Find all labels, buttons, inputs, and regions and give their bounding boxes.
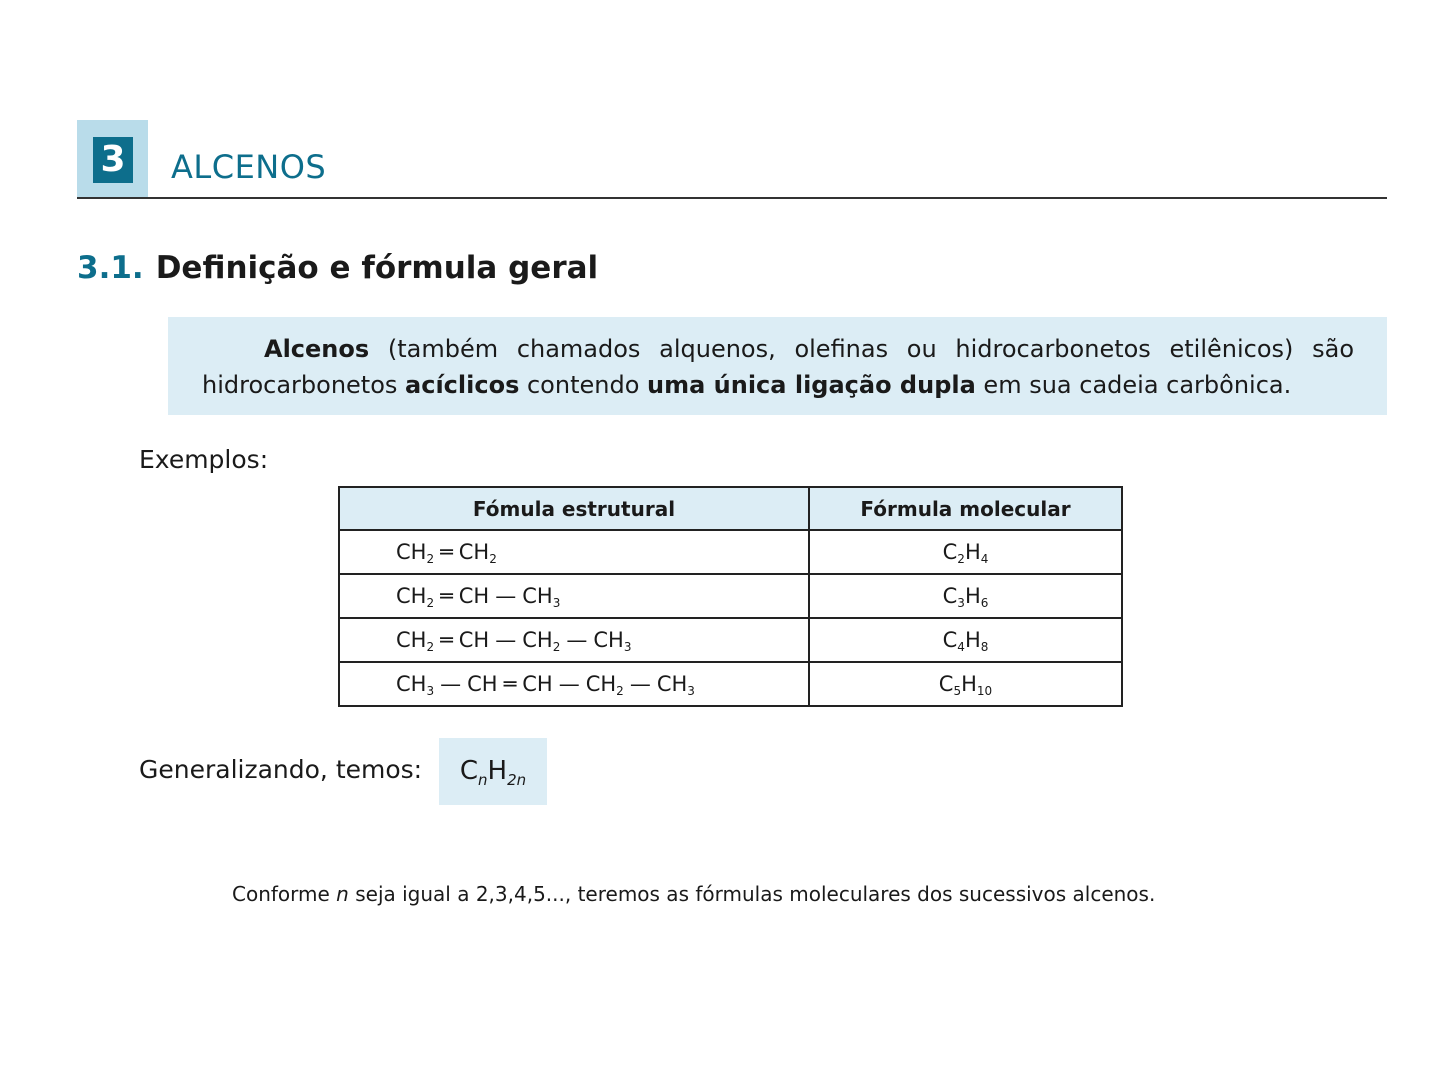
formula-subscript: 2 (957, 552, 965, 566)
general-formula-2n: 2n (507, 771, 527, 789)
formula-atom: H (964, 540, 981, 564)
formula-atom: CH (396, 584, 427, 608)
formula-subscript: 2 (489, 552, 497, 566)
definition-text-part: contendo (519, 371, 648, 399)
table-row (339, 618, 1122, 662)
formula-atom: H (964, 628, 981, 652)
table-row (339, 574, 1122, 618)
formula-bond: — (558, 672, 580, 696)
chapter-divider (77, 197, 1387, 199)
formula-atom: CH (458, 540, 490, 564)
table-row (339, 662, 1122, 706)
formula-atom: C (942, 584, 958, 608)
formula-atom: CH (656, 672, 688, 696)
formula-bond: — (440, 672, 462, 696)
formula-atom: C (938, 672, 954, 696)
formula-subscript: 3 (426, 684, 435, 698)
formula-subscript: 3 (957, 596, 965, 610)
conclusion-part: seja igual a 2,3,4,5..., teremos as fórmulas moleculares dos sucessivos alcenos. (348, 882, 1156, 906)
general-formula-h: H (487, 756, 508, 786)
molecular-formula-cell (809, 530, 1122, 574)
formula-subscript: 3 (687, 684, 695, 698)
examples-label: Exemplos: (139, 445, 269, 474)
formula-bond: — (495, 584, 517, 608)
formula-atom: CH (593, 628, 624, 652)
formula-atom: CH (467, 672, 498, 696)
chapter-title: ALCENOS (171, 148, 327, 186)
formula-bond: ═ (440, 584, 453, 608)
general-label: Generalizando, temos: (139, 755, 423, 784)
formula-table (338, 486, 1123, 707)
chapter-number: 3 (93, 137, 133, 183)
general-formula-c: C (459, 756, 478, 786)
chapter-header (77, 120, 1387, 200)
conclusion-n: n (336, 882, 349, 906)
section-number: 3.1. (77, 250, 144, 286)
formula-bond: ═ (440, 540, 453, 564)
section-heading (77, 250, 598, 286)
formula-atom: CH (396, 672, 427, 696)
table-row (339, 530, 1122, 574)
header-structural: Fómula estrutural (339, 487, 809, 530)
definition-text-part: (também chamados alquenos, olefinas ou hidrocarbonetos etilênicos) são hidrocarbonetos (202, 335, 1354, 399)
formula-atom: C (942, 628, 958, 652)
formula-subscript: 8 (980, 640, 989, 654)
definition-acyclic: acíclicos (405, 371, 520, 399)
formula-subscript: 2 (426, 552, 435, 566)
general-formula-box (439, 738, 547, 805)
formula-subscript: 2 (426, 640, 435, 654)
formula-bond: — (495, 628, 517, 652)
formula-subscript: 3 (623, 640, 632, 654)
formula-bond: ═ (440, 628, 453, 652)
definition-text (202, 331, 1354, 403)
formula-subscript: 2 (552, 640, 561, 654)
formula-atom: CH (396, 540, 427, 564)
formula-subscript: 4 (980, 552, 989, 566)
section-title: Definição e fórmula geral (155, 250, 599, 286)
definition-term: Alcenos (264, 335, 370, 363)
definition-double-bond: uma única ligação dupla (647, 371, 976, 399)
formula-subscript: 2 (616, 684, 624, 698)
molecular-formula-cell (809, 662, 1122, 706)
formula-atom: CH (396, 628, 427, 652)
formula-bond: — (566, 628, 588, 652)
definition-box (168, 317, 1387, 415)
structural-formula-cell (339, 530, 809, 574)
table-body (339, 530, 1122, 706)
structural-formula-cell (339, 662, 809, 706)
definition-text-part: em sua cadeia carbônica. (975, 371, 1292, 399)
chapter-number-badge (77, 120, 148, 198)
formula-atom: C (942, 540, 958, 564)
formula-atom: CH (522, 672, 553, 696)
formula-atom: CH (458, 628, 490, 652)
header-molecular: Fórmula molecular (809, 487, 1122, 530)
formula-bond: — (629, 672, 651, 696)
formula-atom: H (964, 584, 981, 608)
formula-atom: CH (522, 628, 553, 652)
formula-subscript: 2 (426, 596, 435, 610)
structural-formula-cell (339, 618, 809, 662)
formula-atom: H (961, 672, 977, 696)
formula-subscript: 3 (552, 596, 561, 610)
molecular-formula-cell (809, 618, 1122, 662)
formula-atom: CH (585, 672, 617, 696)
formula-atom: CH (458, 584, 490, 608)
general-formula-n: n (478, 771, 488, 789)
molecular-formula-cell (809, 574, 1122, 618)
formula-atom: CH (522, 584, 553, 608)
formula-subscript: 10 (976, 684, 993, 698)
formula-subscript: 5 (953, 684, 962, 698)
conclusion-part: Conforme (232, 882, 337, 906)
conclusion-text (232, 882, 1155, 906)
formula-subscript: 6 (980, 596, 989, 610)
table-header-row (339, 487, 1122, 530)
structural-formula-cell (339, 574, 809, 618)
formula-bond: ═ (503, 672, 517, 696)
formula-subscript: 4 (957, 640, 965, 654)
